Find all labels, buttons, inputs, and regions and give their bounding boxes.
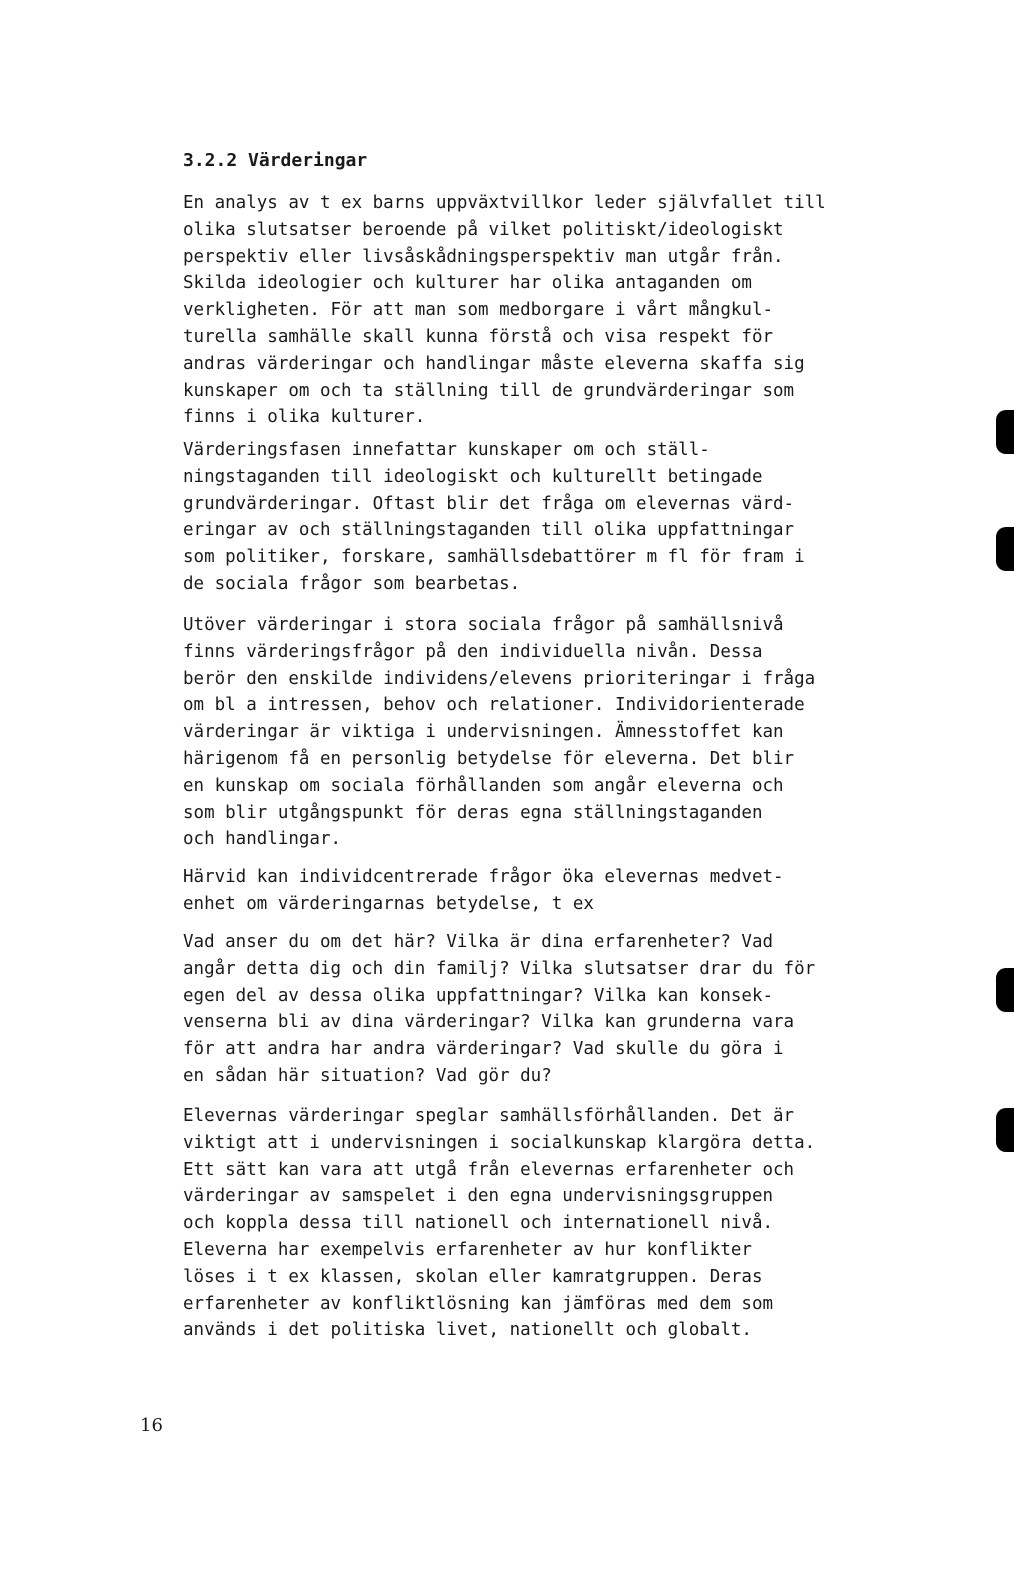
text-line: erfarenheter av konfliktlösning kan jämföras med dem som xyxy=(183,1293,774,1314)
text-line: och handlingar. xyxy=(183,829,342,850)
punch-hole-mark xyxy=(996,410,1014,454)
text-line: Härvid kan individcentrerade frågor öka elevernas medvet- xyxy=(183,867,784,887)
text-line: finns i olika kulturer. xyxy=(183,407,426,428)
paragraph-5 xyxy=(183,929,943,1090)
text-line: Utöver värderingar i stora sociala frågor på samhällsnivå xyxy=(183,615,784,635)
text-line: Eleverna har exempelvis erfarenheter av hur konflikter xyxy=(183,1239,752,1260)
text-line: används i det politiska livet, nationellt och globalt. xyxy=(183,1320,752,1341)
text-line: En analys av t ex barns uppväxtvillkor leder självfallet till xyxy=(183,193,826,213)
text-line: andras värderingar och handlingar måste eleverna skaffa sig xyxy=(183,353,805,374)
punch-hole-mark xyxy=(996,1108,1014,1152)
paragraph-2 xyxy=(183,437,943,598)
text-line: härigenom få en personlig betydelse för eleverna. Det blir xyxy=(183,748,795,769)
text-line: verkligheten. För att man som medborgare i vårt mångkul- xyxy=(183,300,774,321)
text-line: och koppla dessa till nationell och internationell nivå. xyxy=(183,1213,774,1234)
paragraph-6 xyxy=(183,1103,943,1344)
text-line: värderingar är viktiga i undervisningen. Ämnesstoffet kan xyxy=(183,722,784,743)
text-line: venserna bli av dina värderingar? Vilka kan grunderna vara xyxy=(183,1012,795,1033)
text-line: berör den enskilde individens/elevens prioriteringar i fråga xyxy=(183,668,816,689)
text-line: för att andra har andra värderingar? Vad skulle du göra i xyxy=(183,1039,784,1060)
text-line: viktigt att i undervisningen i socialkunskap klargöra detta. xyxy=(183,1132,816,1153)
text-line: grundvärderingar. Oftast blir det fråga om elevernas värd- xyxy=(183,493,795,514)
text-line: som blir utgångspunkt för deras egna ställningstaganden xyxy=(183,802,763,823)
text-line: olika slutsatser beroende på vilket politiskt/ideologiskt xyxy=(183,219,784,240)
text-line: Ett sätt kan vara att utgå från elevernas erfarenheter och xyxy=(183,1159,795,1180)
paragraph-1 xyxy=(183,190,943,431)
text-line: ningstaganden till ideologiskt och kulturellt betingade xyxy=(183,466,763,487)
text-line: en kunskap om sociala förhållanden som angår eleverna och xyxy=(183,775,784,796)
text-line: finns värderingsfrågor på den individuella nivån. Dessa xyxy=(183,641,763,662)
paragraph-3 xyxy=(183,612,943,853)
text-line: kunskaper om och ta ställning till de grundvärderingar som xyxy=(183,380,795,401)
text-line: eringar av och ställningstaganden till olika uppfattningar xyxy=(183,520,795,541)
text-line: om bl a intressen, behov och relationer. Individorienterade xyxy=(183,695,805,716)
text-line: värderingar av samspelet i den egna undervisningsgruppen xyxy=(183,1186,774,1207)
page-number: 16 xyxy=(140,1415,163,1436)
text-line: som politiker, forskare, samhällsdebattörer m fl för fram i xyxy=(183,547,805,568)
text-line: Skilda ideologier och kulturer har olika antaganden om xyxy=(183,273,752,294)
text-line: perspektiv eller livsåskådningsperspektiv man utgår från. xyxy=(183,246,784,267)
text-line: Elevernas värderingar speglar samhällsförhållanden. Det är xyxy=(183,1106,795,1126)
text-line: Vad anser du om det här? Vilka är dina erfarenheter? Vad xyxy=(183,932,774,952)
text-line: löses i t ex klassen, skolan eller kamratgruppen. Deras xyxy=(183,1266,763,1287)
paragraph-4 xyxy=(183,864,943,918)
text-line: egen del av dessa olika uppfattningar? Vilka kan konsek- xyxy=(183,985,774,1006)
text-line: angår detta dig och din familj? Vilka slutsatser drar du för xyxy=(183,958,816,979)
text-line: turella samhälle skall kunna förstå och visa respekt för xyxy=(183,326,774,347)
text-line: de sociala frågor som bearbetas. xyxy=(183,573,521,594)
punch-hole-mark xyxy=(996,968,1014,1012)
punch-hole-mark xyxy=(996,527,1014,571)
text-line: Värderingsfasen innefattar kunskaper om och ställ- xyxy=(183,440,710,460)
text-line: enhet om värderingarnas betydelse, t ex xyxy=(183,893,594,914)
section-heading: 3.2.2 Värderingar xyxy=(183,150,368,171)
text-line: en sådan här situation? Vad gör du? xyxy=(183,1065,552,1086)
